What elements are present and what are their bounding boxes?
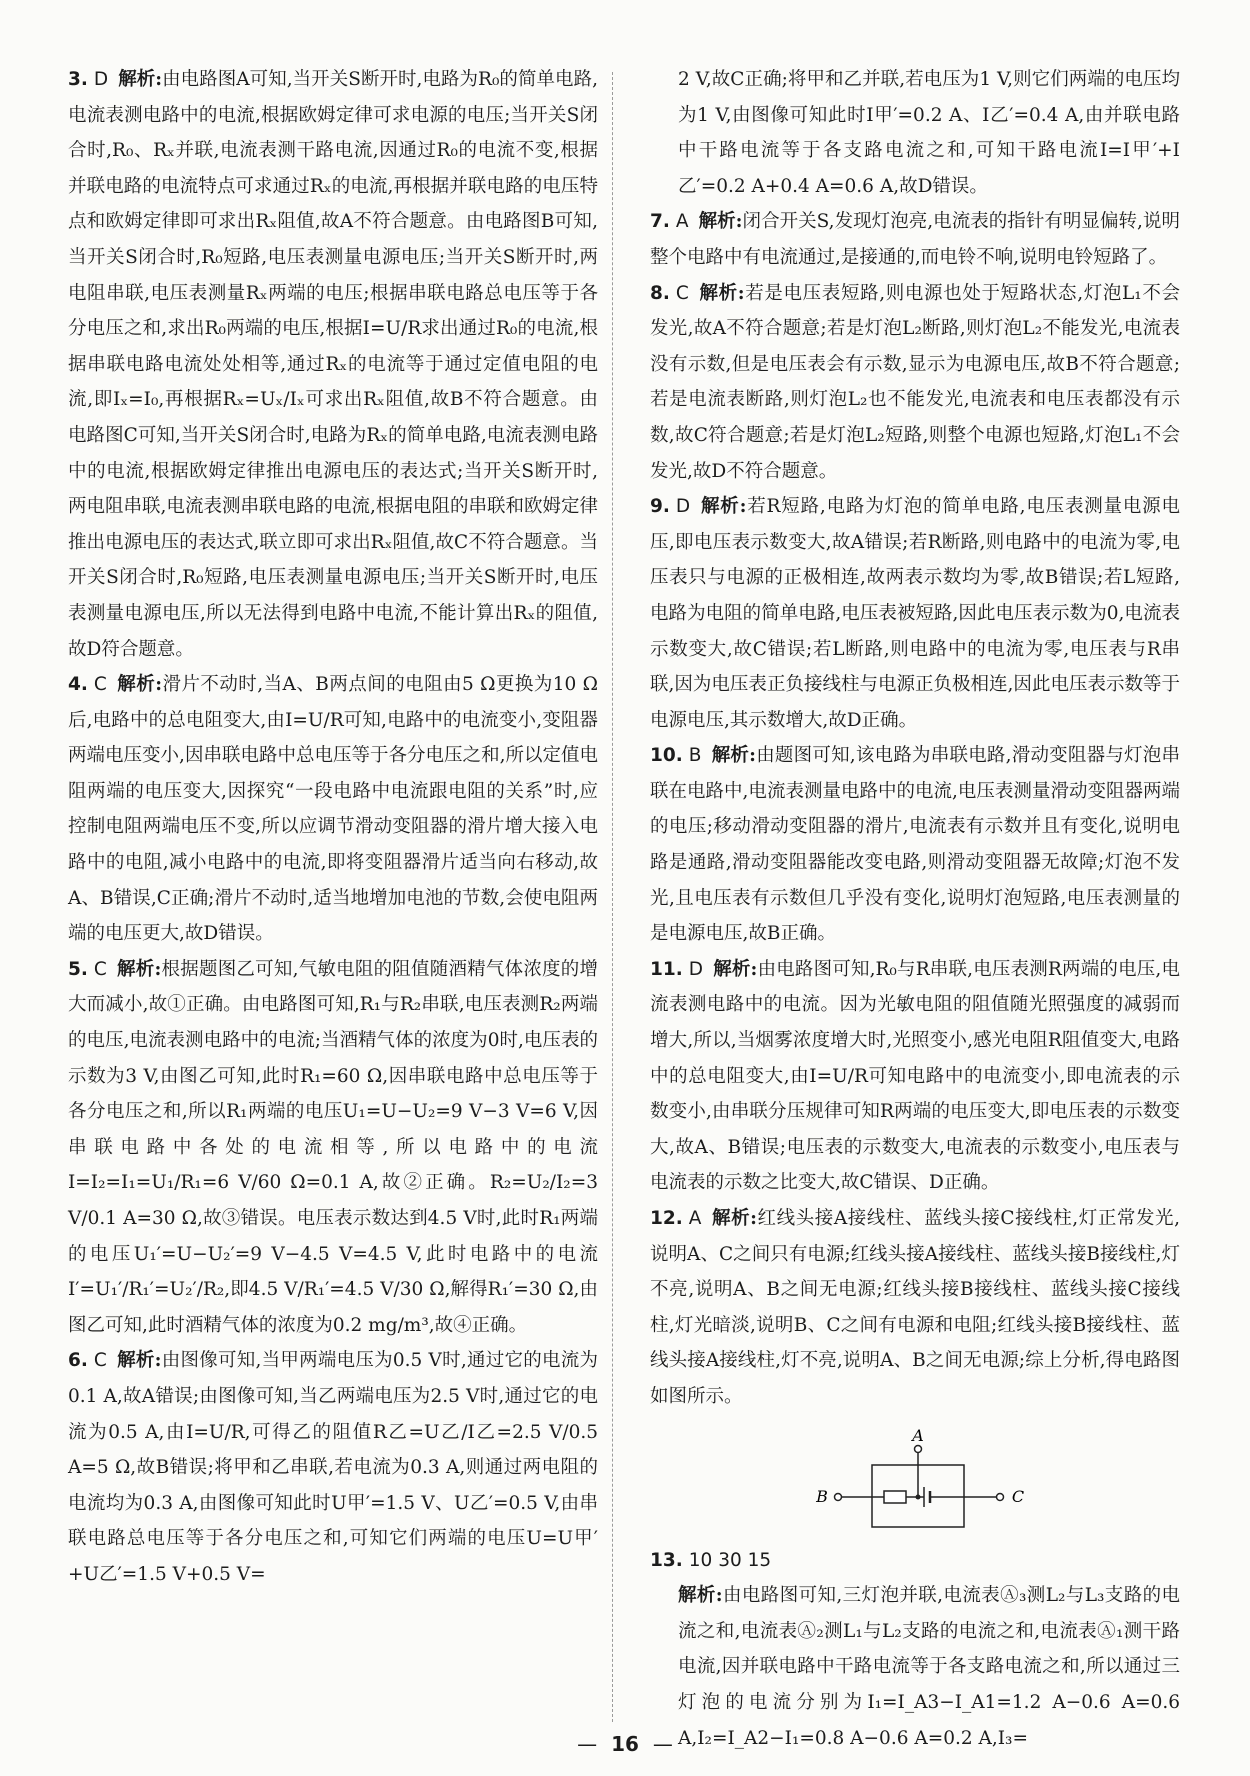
analysis-label: 解析:	[116, 674, 163, 696]
page-number-value: 16	[611, 1732, 639, 1756]
analysis-text: 根据题图乙可知,气敏电阻的阻值随酒精气体浓度的增大而减小,故①正确。由电路图可知,R₁与R₂串联,电压表测R₂两端的电压,电流表测电路中的电流;当酒精气体的浓度为0时,电压表的示数为3 V,由图乙可知,此时R₁=60 Ω,因串联电路中总电压等于各分电压之和,所以R₁两端的电压U₁=U−U₂=9 V−3 V=6 V,因串联电路中各处的电流相等,所以电路中的电流 I=I₂=I₁=U₁/R₁=6 V/60 Ω=0.1 A,故②正确。R₂=U₂/I₂=3 V/0.1 A=30 Ω,故③错误。电压表示数达到4.5 V时,此时R₁两端的电压U₁′=U−U₂′=9 V−4.5 V=4.5 V,此时电路中的电流 I′=U₁′/R₁′=U₂′/R₂,即4.5 V/R₁′=4.5 V/30 Ω,解得R₁′=30 Ω,由图乙可知,此时酒精气体的浓度为0.2 mg/m³,故④正确。	[68, 958, 598, 1336]
answer-choice: A	[688, 1208, 702, 1229]
analysis-label: 解析:	[698, 211, 743, 233]
answer-item-13	[650, 1543, 1180, 1579]
analysis-label: 解析:	[711, 1208, 757, 1229]
question-number: 12.	[650, 1208, 683, 1229]
answer-item-7	[650, 204, 1180, 275]
analysis-label: 解析:	[116, 1350, 162, 1372]
analysis-text: 由电路图可知,三灯泡并联,电流表Ⓐ₃测L₂与L₃支路的电流之和,电流表Ⓐ₂测L₁与L₂支路的电流之和,电流表Ⓐ₁测干路电流,因并联电路中干路电流等于各支路电流之和,所以通过三灯泡的电流分别为I₁=I_A3−I_A1=1.2 A−0.6 A=0.6 A,I₂=I_A2−I₁=0.8 A−0.6 A=0.2 A,I₃=	[678, 1585, 1180, 1749]
page-dash-left: —	[577, 1732, 598, 1756]
answer-item-4	[68, 667, 598, 952]
analysis-label: 解析:	[118, 69, 163, 90]
question-number: 9.	[650, 496, 670, 518]
answer-choice: B	[688, 745, 702, 767]
terminal-a	[915, 1445, 922, 1452]
answer-choice: C	[93, 958, 107, 980]
question-number: 10.	[650, 745, 683, 767]
analysis-label: 解析:	[116, 958, 162, 980]
question-number: 6.	[68, 1350, 88, 1372]
answer-item-3	[68, 62, 598, 667]
answer-choice: D	[675, 496, 691, 518]
page-number	[0, 1732, 1250, 1756]
answer-item-10	[650, 738, 1180, 952]
question-number: 7.	[650, 211, 670, 233]
answer-values: 10 30 15	[688, 1549, 772, 1571]
answer-item-8	[650, 276, 1180, 490]
column-divider	[612, 72, 613, 1722]
terminal-c	[997, 1493, 1004, 1500]
analysis-text: 由题图可知,该电路为串联电路,滑动变阻器与灯泡串联在电路中,电流表测量电路中的电流,电压表测量滑动变阻器两端的电压;移动滑动变阻器的滑片,电流表有示数并且有变化,说明电路是通路,滑动变阻器能改变电路,则滑动变阻器无故障;灯泡不发光,且电压表有示数但几乎没有变化,说明灯泡短路,电压表测量的是电源电压,故B正确。	[650, 745, 1180, 945]
answer-item-6-continued	[650, 62, 1180, 204]
answer-item-9	[650, 489, 1180, 738]
answer-choice: D	[688, 958, 704, 980]
analysis-text: 若是电压表短路,则电源也处于短路状态,灯泡L₁不会发光,故A不符合题意;若是灯泡L₂断路,则灯泡L₂不能发光,电流表没有示数,但是电压表会有示数,显示为电源电压,故B不符合题意;若是电流表断路,则灯泡L₂也不能发光,电流表和电压表都没有示数,故C符合题意;若是灯泡L₂短路,则整个电源也短路,灯泡L₁不会发光,故D不符合题意。	[650, 282, 1180, 482]
answer-choice: C	[675, 282, 689, 304]
question-number: 3.	[68, 69, 88, 90]
question-number: 11.	[650, 958, 683, 980]
page-dash-right: —	[652, 1732, 673, 1756]
answer-item-5	[68, 952, 598, 1344]
answer-item-11	[650, 952, 1180, 1201]
analysis-text: 若R短路,电路为灯泡的简单电路,电压表测量电源电压,即电压表示数变大,故A错误;若R断路,则电路中的电流为零,电压表只与电源的正极相连,故两表示数均为零,故B错误;若L短路,电路为电阻的简单电路,电压表被短路,因此电压表示数为0,电流表示数变大,故C错误;若L断路,则电路中的电流为零,电压表与R串联,因为电压表正负接线柱与电源正负极相连,因此电压表示数等于电源电压,其示数增大,故D正确。	[650, 496, 1180, 731]
analysis-label: 解析:	[700, 496, 747, 518]
question-number: 4.	[68, 674, 88, 696]
terminal-b	[835, 1493, 842, 1500]
analysis-label: 解析:	[713, 958, 758, 980]
analysis-text: 滑片不动时,当A、B两点间的电阻由5 Ω更换为10 Ω后,电路中的总电阻变大,由I=U/R可知,电路中的电流变小,变阻器两端电压变小,因串联电路中总电压等于各分电压之和,所以定值电阻两端的电压变大,因探究“一段电路中电流跟电阻的关系”时,应控制电阻两端电压不变,所以应调节滑动变阻器的滑片增大接入电路中的电阻,减小电路中的电流,即将变阻器滑片适当向右移动,故A、B错误,C正确;滑片不动时,适当地增加电池的节数,会使电阻两端的电压更大,故D错误。	[68, 674, 598, 945]
analysis-label: 解析:	[711, 745, 756, 767]
question-number: 13.	[650, 1549, 683, 1571]
analysis-text: 由图像可知,当甲两端电压为0.5 V时,通过它的电流为0.1 A,故A错误;由图像可知,当乙两端电压为2.5 V时,通过它的电流为0.5 A,由I=U/R,可得乙的阻值R乙=U乙/I乙=2.5 V/0.5 A=5 Ω,故B错误;将甲和乙串联,若电流为0.3 A,则通过两电阻的电流均为0.3 A,由图像可知此时U甲′=1.5 V、U乙′=0.5 V,由串联电路总电压等于各分电压之和,可知它们两端的电压U=U甲′+U乙′=1.5 V+0.5 V=	[68, 1350, 598, 1585]
terminal-label-a: A	[912, 1426, 924, 1445]
analysis-label: 解析:	[698, 282, 745, 304]
left-column	[68, 62, 598, 1593]
right-column	[650, 62, 1180, 1756]
answer-item-13-analysis	[650, 1578, 1180, 1756]
analysis-text: 由电路图可知,R₀与R串联,电压表测R两端的电压,电流表测电路中的电流。因为光敏电阻的阻值随光照强度的减弱而增大,所以,当烟雾浓度增大时,光照变小,感光电阻R阻值变大,电路中的总电阻变大,由I=U/R可知电路中的电流变小,即电流表的示数变小,由串联分压规律可知R两端的电压变大,即电压表的示数变大,故A、B错误;电压表的示数变大,电流表的示数变小,电压表与电流表的示数之比变大,故C错误、D正确。	[650, 958, 1180, 1194]
answer-choice: A	[675, 211, 689, 233]
analysis-label: 解析:	[678, 1585, 723, 1607]
terminal-label-c: C	[1011, 1486, 1025, 1506]
answer-item-6	[68, 1343, 598, 1592]
analysis-text: 闭合开关S,发现灯泡亮,电流表的指针有明显偏转,说明整个电路中有电流通过,是接通的,而电铃不响,说明电铃短路了。	[650, 211, 1180, 268]
answer-choice: C	[93, 674, 107, 696]
answer-choice: C	[93, 1350, 107, 1372]
circuit-diagram	[800, 1427, 1040, 1537]
question-number: 8.	[650, 282, 670, 304]
analysis-text: 红线头接A接线柱、蓝线头接C接线柱,灯正常发光,说明A、C之间只有电源;红线头接A接线柱、蓝线头接B接线柱,灯不亮,说明A、B之间无电源;红线头接B接线柱、蓝线头接C接线柱,灯光暗淡,说明B、C之间有电源和电阻;红线头接B接线柱、蓝线头接A接线柱,灯不亮,说明A、B之间无电源;综上分析,得电路图如图所示。	[650, 1208, 1180, 1407]
question-number: 5.	[68, 958, 88, 980]
analysis-text: 2 V,故C正确;将甲和乙并联,若电压为1 V,则它们两端的电压均为1 V,由图像可知此时I甲′=0.2 A、I乙′=0.4 A,由并联电路中干路电流等于各支路电流之和,可知干路电流I=I甲′+I乙′=0.2 A+0.4 A=0.6 A,故D错误。	[678, 69, 1180, 197]
analysis-text: 由电路图A可知,当开关S断开时,电路为R₀的简单电路,电流表测电路中的电流,根据欧姆定律可求电源的电压;当开关S闭合时,R₀、Rₓ并联,电流表测干路电流,因通过R₀的电流不变,根据并联电路的电流特点可求通过Rₓ的电流,再根据并联电路的电压特点和欧姆定律即可求出Rₓ阻值,故A不符合题意。由电路图B可知,当开关S闭合时,R₀短路,电压表测量电源电压;当开关S断开时,两电阻串联,电压表测量Rₓ两端的电压;根据串联电路总电压等于各分电压之和,求出R₀两端的电压,根据I=U/R求出通过R₀的电流,根据串联电路电流处处相等,通过Rₓ的电流等于通过定值电阻的电流,即Iₓ=I₀,再根据Rₓ=Uₓ/Iₓ可求出Rₓ阻值,故B不符合题意。由电路图C可知,当开关S闭合时,电路为Rₓ的简单电路,电流表测电路中的电流,根据欧姆定律推出电源电压的表达式;当开关S断开时,两电阻串联,电流表测串联电路的电流,根据电阻的串联和欧姆定律推出电源电压的表达式,联立即可求出Rₓ阻值,故C不符合题意。当开关S闭合时,R₀短路,电压表测量电源电压;当开关S断开时,电压表测量电源电压,所以无法得到电路中电流,不能计算出Rₓ的阻值,故D符合题意。	[68, 69, 598, 660]
terminal-label-b: B	[816, 1486, 828, 1506]
resistor-symbol	[884, 1491, 906, 1503]
answer-item-12	[650, 1201, 1180, 1415]
answer-choice: D	[93, 69, 109, 90]
